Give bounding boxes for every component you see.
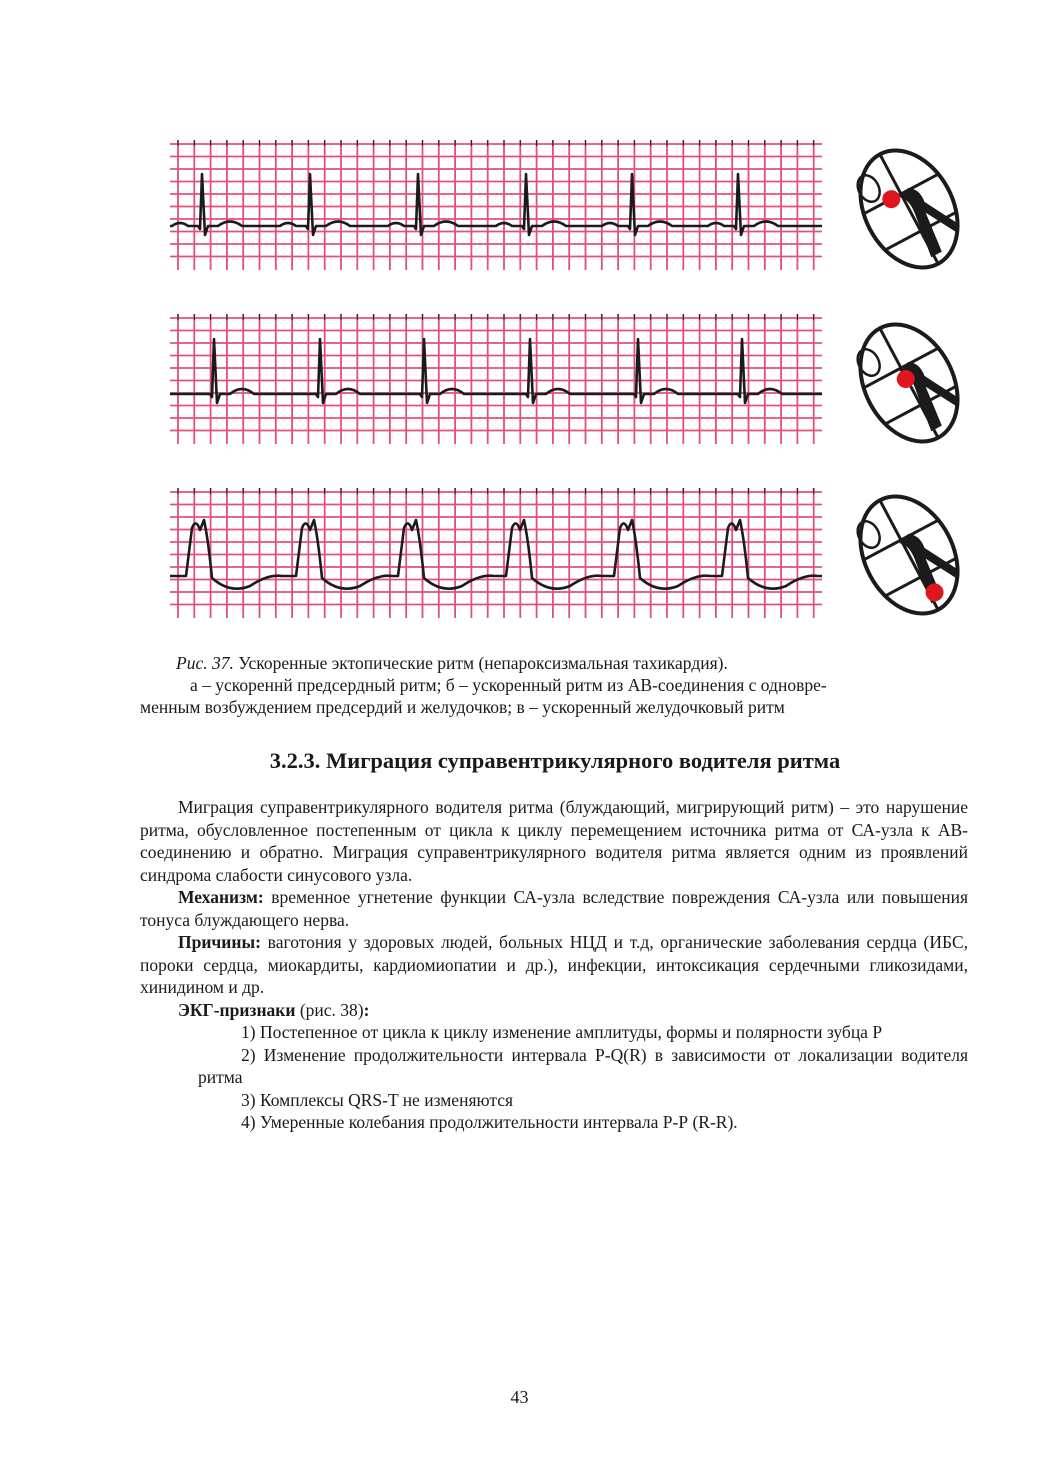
ecg-trace — [170, 174, 822, 235]
caption-label: Рис. 37. — [176, 653, 234, 673]
ecg-signs-heading — [140, 999, 968, 1022]
ecg-strip-b — [170, 314, 822, 444]
heart-diagram-atrial — [848, 142, 970, 277]
causes-text: ваготония у здоровых людей, больных НЦД и т.д, органические заболевания сердца (ИБС, пороки сердца, миокардиты, кардиомиопатии и др.), инфекции, интоксикация сердечными гликозидами, хинидином и др. — [140, 932, 968, 997]
ecg-signs-label: ЭКГ-признаки — [178, 999, 296, 1020]
page-number: 43 — [510, 1387, 529, 1407]
intro-paragraph: Миграция суправентрикулярного водителя ритма (блуждающий, мигрирующий ритм) – это нарушение ритма, обусловленное постепенным от цикла к циклу перемещением источника ритма от СА-узла к АВ-соединению и обратно. Миграция суправентрикулярного водителя ритма является одним из проявлений синдрома слабости синусового узла. — [140, 797, 968, 885]
section-title: 3.2.3. Миграция суправентрикулярного водителя ритма — [269, 748, 841, 773]
caption-line-3: менным возбуждением предсердий и желудочков; в – ускоренный желудочковый ритм — [140, 697, 785, 717]
mechanism-label: Механизм: — [178, 887, 264, 907]
ecg-grid — [170, 140, 822, 270]
causes-label: Причины: — [178, 932, 261, 952]
ecg-trace — [170, 339, 822, 403]
ecg-sign-item: 4) Умеренные колебания продолжительности интервала Р-Р (R-R). — [241, 1112, 738, 1132]
caption-title: Ускоренные эктопические ритм (непароксизмальная тахикардия). — [233, 653, 728, 673]
section-body — [140, 796, 968, 1134]
ecg-signs-list — [140, 1021, 968, 1134]
ecg-signs-colon: : — [363, 999, 370, 1020]
caption-line-2: а – ускореннй предсердный ритм; б – ускоренный ритм из АВ-соединения с одновре- — [190, 675, 827, 695]
ecg-strip-a — [170, 140, 822, 270]
heart-diagram-junctional — [848, 316, 970, 451]
heart-conduction-icon — [848, 488, 970, 623]
heart-conduction-icon — [848, 142, 970, 277]
heart-conduction-icon — [848, 316, 970, 451]
ecg-sign-item: 1) Постепенное от цикла к циклу изменение амплитуды, формы и полярности зубца Р — [241, 1022, 883, 1042]
ecg-sign-item: 3) Комплексы QRS-T не изменяются — [241, 1089, 514, 1110]
ecg-strip-v — [170, 488, 822, 618]
heart-diagram-ventricular — [848, 488, 970, 623]
mechanism-text: временное угнетение функции СА-узла вследствие повреждения СА-узла или повышения тонуса блуждающего нерва. — [140, 887, 968, 930]
ecg-grid — [170, 314, 822, 444]
mechanism-paragraph — [140, 886, 968, 931]
figure-caption — [140, 652, 970, 718]
ecg-sign-item: 2) Изменение продолжительности интервала P-Q(R) в зависимости от локализации водителя ритма — [198, 1044, 968, 1087]
ecg-signs-ref: (рис. 38) — [295, 999, 364, 1020]
causes-paragraph — [140, 931, 968, 999]
